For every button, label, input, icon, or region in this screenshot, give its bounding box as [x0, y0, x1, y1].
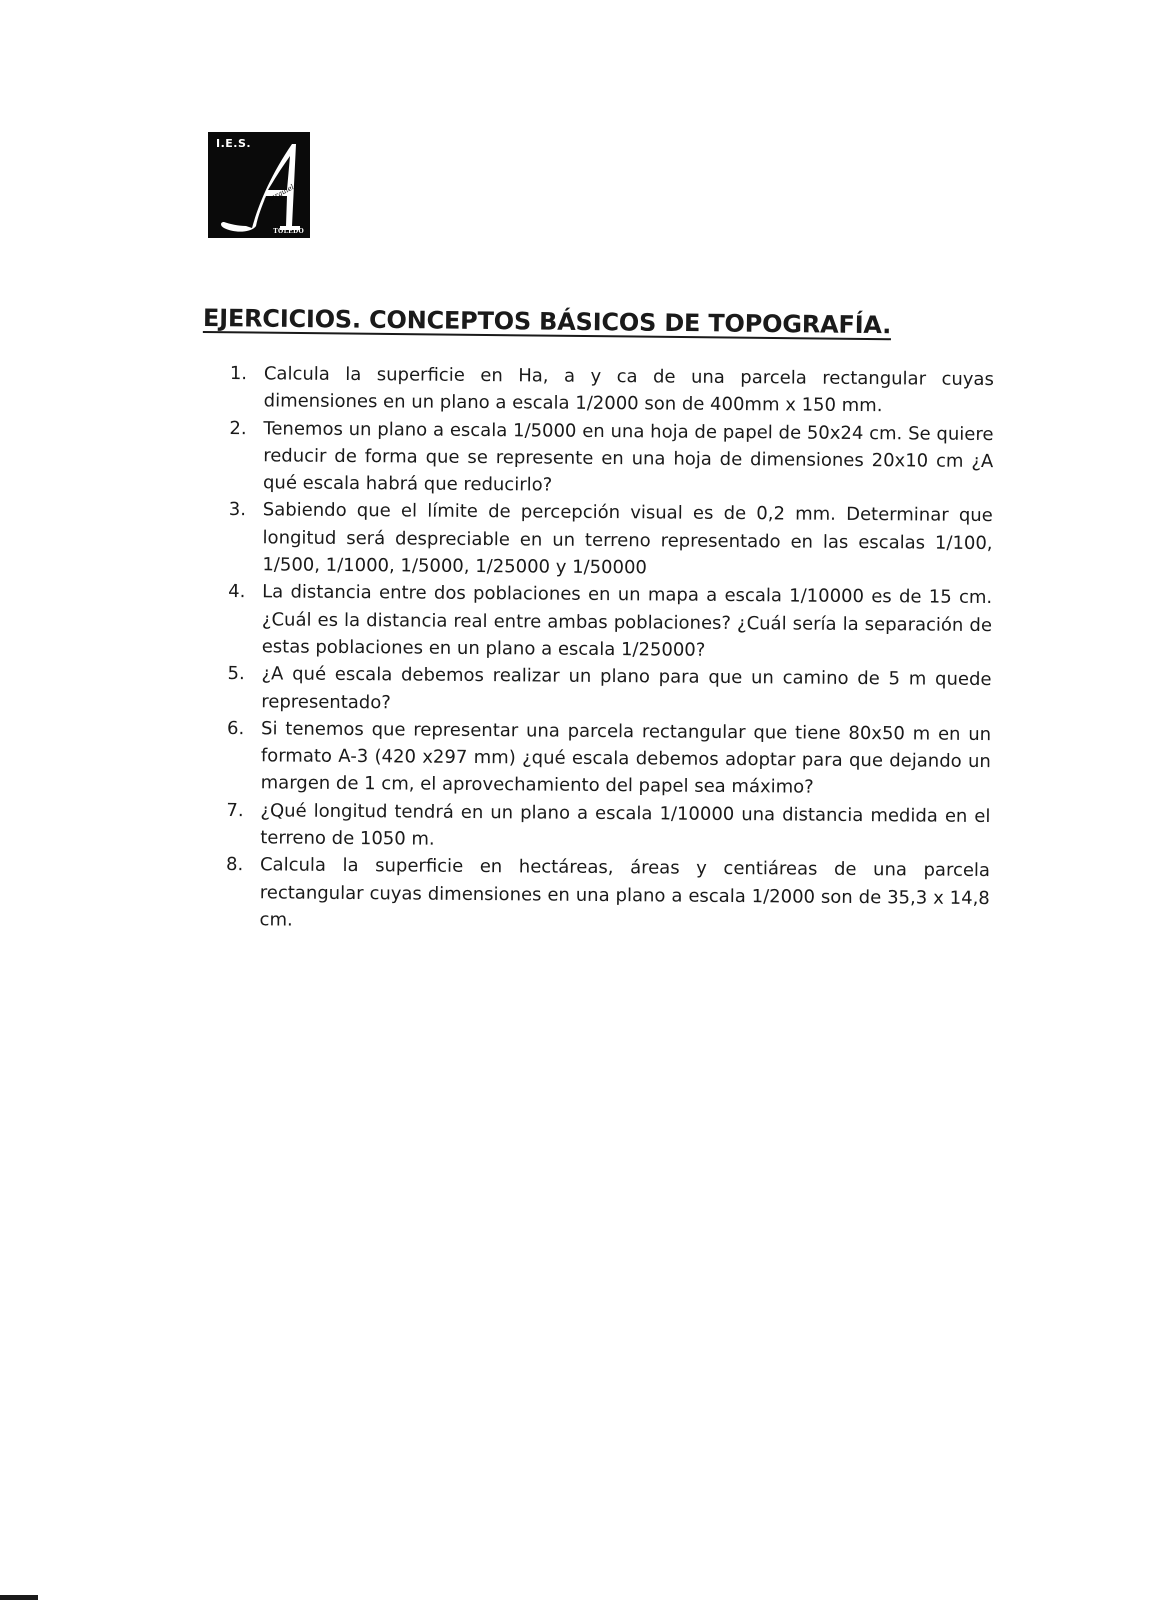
exercise-number: 2. [229, 417, 247, 439]
exercise-item [223, 415, 994, 503]
exercise-item [224, 360, 994, 421]
scan-corner-mark [0, 1595, 38, 1600]
logo-letter-a-icon [218, 136, 308, 234]
exercise-text: ¿A qué escala debemos realizar un plano para que un camino de 5 m quede representado? [261, 663, 992, 713]
exercise-number: 6. [227, 717, 245, 740]
page-title: EJERCICIOS. CONCEPTOS BÁSICOS DE TOPOGRAFÍA. [202, 304, 892, 340]
school-logo [208, 132, 310, 238]
exercise-text: Si tenemos que representar una parcela rectangular que tiene 80x50 m en un formato A-3 (420 x297 mm) ¿qué escala debemos adoptar para que dejando un margen de 1 cm, el aprovechamiento del papel sea máximo? [260, 718, 992, 799]
exercise-text: ¿Qué longitud tendrá en un plano a escala 1/10000 una distancia medida en el terreno de 1050 m. [260, 800, 991, 850]
exercise-number: 5. [227, 663, 245, 685]
logo-ies-label: I.E.S. [216, 137, 252, 150]
exercise-number: 4. [228, 581, 246, 603]
exercise-text: Sabiendo que el límite de percepción visual es de 0,2 mm. Determinar que longitud será despreciable en un terreno representado en las escalas 1/100, 1/500, 1/1000, 1/5000, 1/25000 y 1/50000 [262, 499, 993, 579]
exercise-number: 1. [229, 363, 248, 385]
exercise-text: Calcula la superficie en Ha, a y ca de una parcela rectangular cuyas dimensiones en un plano a escala 1/2000 son de 400mm x 150 mm. [263, 363, 994, 417]
logo-city-label: TOLEDO [273, 228, 304, 235]
exercise-item [222, 578, 993, 666]
exercise-number: 3. [228, 499, 247, 521]
exercise-item [221, 660, 991, 721]
logo-school-name: Azarquiel [261, 183, 296, 207]
exercise-text: Tenemos un plano a escala 1/5000 en una hoja de papel de 50x24 cm. Se quiere reducir de forma que se represente en una hoja de dimensiones 20x10 cm ¿A qué escala habrá que reducirlo? [262, 417, 994, 496]
exercise-item [219, 851, 990, 939]
exercise-number: 8. [225, 854, 244, 876]
exercise-number: 7. [226, 799, 244, 821]
exercise-text: La distancia entre dos poblaciones en un mapa a escala 1/10000 es de 15 cm. ¿Cuál es la distancia real entre ambas poblaciones? ¿Cuál sería la separación de estas poblaciones en un plano a escala 1/25000? [261, 581, 993, 661]
exercise-list [219, 360, 993, 939]
exercise-item [222, 496, 993, 584]
exercise-text: Calcula la superficie en hectáreas, áreas y centiáreas de una parcela rectangular cuyas dimensiones en una plano a escala 1/2000 son de 35,3 x 14,8 cm. [259, 854, 991, 931]
exercise-item [220, 797, 990, 858]
exercise-item [221, 715, 992, 803]
